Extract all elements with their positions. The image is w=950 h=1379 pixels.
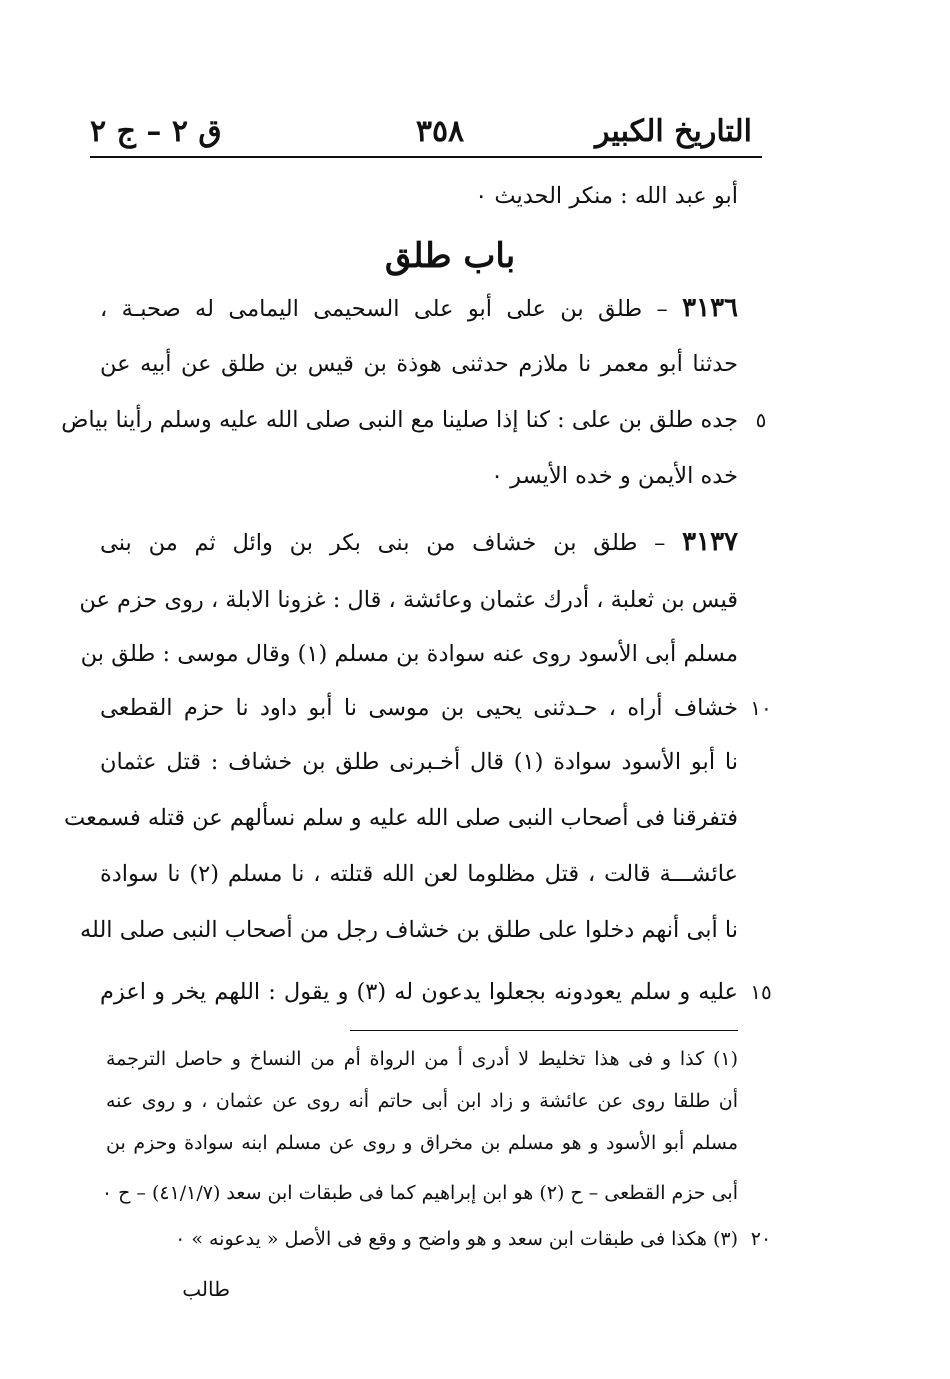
section-heading: باب طلق [384,236,516,276]
entry-number: ٣١٣٧ [682,527,738,557]
text-line: خشاف أراه ، حـدثنى يحيى بن موسى نا أبو داود نا حزم القطعى [100,695,738,721]
text-line: حدثنا أبو معمر نا ملازم حدثنى هوذة بن قيس بن طلق عن أبيه عن [100,351,738,377]
line-number: ١٠ [750,696,772,720]
catchword: طالب [182,1277,230,1301]
footnote-line: (٣) هكذا فى طبقات ابن سعد و هو واضح و وقع فى الأصل « يدعونه » ٠ [175,1228,738,1250]
text-line: عائشـــة قالت ، قتل مظلوما لعن الله قتلته ، نا مسلم (٢) نا سوادة [100,861,738,887]
footnote-line: أبى حزم القطعى – ح (٢) هو ابن إبراهيم كما فى طبقات ابن سعد (٤١/١/٧) – ح ٠ [101,1182,738,1204]
entry-3137 [100,522,738,562]
entry-text: – طلق بن على أبو على السحيمى اليمامى له صحبـة ، [100,296,668,322]
footnote-line: مسلم أبو الأسود و هو مسلم بن مخراق و روى عن مسلم ابنه سوادة وحزم بن [106,1132,738,1154]
text-line: مسلم أبى الأسود روى عنه سوادة بن مسلم (١) وقال موسى : طلق بن [80,641,738,667]
header-rule [90,156,762,158]
book-title: التاريخ الكبير [594,114,752,149]
entry-text: – طلق بن خشاف من بنى بكر بن وائل ثم من بنى [100,530,666,556]
text-line: قيس بن ثعلبة ، أدرك عثمان وعائشة ، قال : غزونا الابلة ، روى حزم عن [79,587,738,613]
entry-number: ٣١٣٦ [682,293,738,323]
footnote-rule [350,1030,738,1031]
text-line: فتفرقنا فى أصحاب النبى صلى الله عليه و سلم نسألهم عن قتله فسمعت [63,805,738,831]
footnote-line: أن طلقا روى عن عائشة و زاد ابن أبى حاتم أنه روى عن عثمان ، و روى عنه [106,1090,738,1112]
line-number: ١٥ [750,980,772,1004]
text-line: أبو عبد الله : منكر الحديث ٠ [475,183,738,209]
entry-3136 [100,288,738,328]
page-number: ٣٥٨ [415,114,465,149]
text-line: خده الأيمن و خده الأيسر ٠ [490,463,738,489]
line-number: ٢٠ [750,1228,772,1250]
text-line: عليه و سلم يعودونه بجعلوا يدعون له (٣) و يقول : اللهم يخر و اعزم [100,979,738,1005]
text-line: جده طلق بن على : كنا إذا صلينا مع النبى صلى الله عليه وسلم رأينا بياض [61,407,738,433]
text-line: نا أبى أنهم دخلوا على طلق بن خشاف رجل من أصحاب النبى صلى الله [79,917,738,943]
volume-label: ق ٢ – ج ٢ [90,114,222,149]
footnote-line: (١) كذا و فى هذا تخليط لا أدرى أ من الرواة أم من النساخ و حاصل الترجمة [106,1048,738,1070]
line-number: ٥ [755,408,767,432]
text-line: نا أبو الأسود سوادة (١) قال أخـبرنى طلق بن خشاف : قتل عثمان [100,749,738,775]
page-header [90,108,760,156]
